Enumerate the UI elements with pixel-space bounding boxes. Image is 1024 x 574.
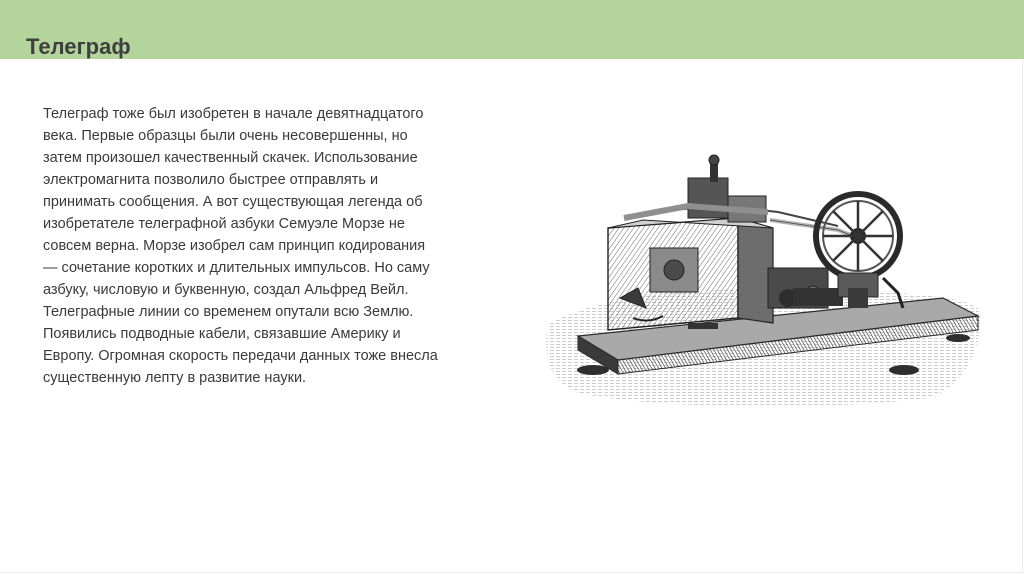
body-line: электромагнита позволило быстрее отправлять и [43,172,379,188]
body-line: Появились подводные кабели, связавшие Америку и [43,326,401,342]
top-mechanism [624,155,838,226]
telegraph-illustration [538,148,988,410]
body-line: существенную лепту в развитие науки. [43,370,307,386]
body-text [43,103,533,389]
body-line: совсем верна. Морзе изобрел сам принцип кодирования [43,238,426,254]
body-line: изобретателе телеграфной азбуки Семуэле Морзе не [43,216,405,232]
body-line: Европу. Огромная скорость передачи данных тоже внесла [43,348,438,364]
body-line: Телеграфные линии со временем опутали всю Землю. [43,304,414,320]
slide-title: Телеграф [26,34,131,59]
body-line: принимать сообщения. А вот существующая легенда об [43,194,423,210]
body-line: затем произошел качественный скачек. Использование [43,150,418,166]
body-line: — сочетание коротких и длительных импульсов. Но саму [43,260,430,276]
housing-box [608,218,773,330]
body-line: Телеграф тоже был изобретен в начале девятнадцатого [43,106,424,122]
title-bar [0,0,1024,59]
body-line: азбуку, числовую и буквенную, создал Альфред Вейл. [43,282,409,298]
paper-strip [770,220,853,236]
body-line: века. Первые образцы были очень несовершенны, но [43,128,408,144]
